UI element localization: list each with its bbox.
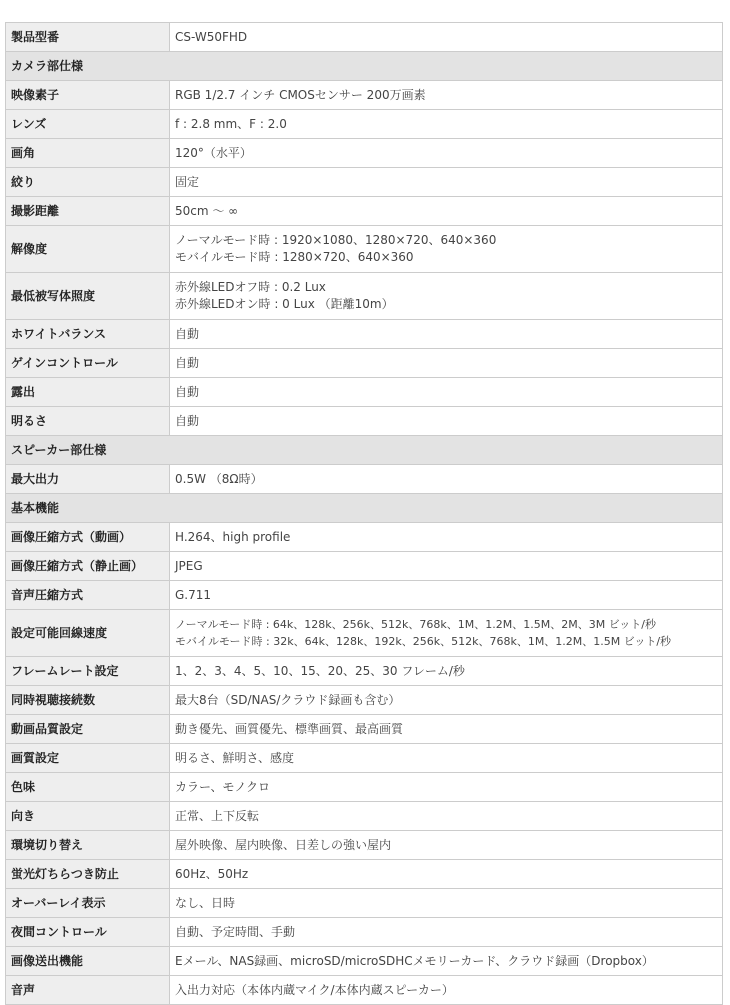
spec-value-line: モバイルモード時 : 32k、64k、128k、192k、256k、512k、768k、1M、1.2M、1.5M ビット/秒 [175,635,672,648]
spec-value: 50cm ～ ∞ [170,197,723,226]
spec-value: 最大8台（SD/NAS/クラウド録画も含む） [170,686,723,715]
spec-row-gain-control [6,349,723,378]
spec-label: オーバーレイ表示 [6,889,170,918]
spec-row-image-transmission [6,947,723,976]
spec-value: RGB 1/2.7 インチ CMOSセンサー 200万画素 [170,81,723,110]
spec-row-video-quality [6,715,723,744]
spec-value: f : 2.8 mm、F : 2.0 [170,110,723,139]
spec-row-model [6,23,723,52]
spec-row-frame-rate [6,657,723,686]
spec-table [5,22,723,1005]
spec-value [170,226,723,273]
spec-value: 自動 [170,349,723,378]
spec-label: 設定可能回線速度 [6,610,170,657]
spec-label: ゲインコントロール [6,349,170,378]
section-heading: カメラ部仕様 [6,52,723,81]
spec-row-audio-compression [6,581,723,610]
spec-row-brightness [6,407,723,436]
spec-label: 明るさ [6,407,170,436]
spec-value-line: ノーマルモード時 : 1920×1080、1280×720、640×360 [175,233,497,247]
spec-value: H.264、high profile [170,523,723,552]
spec-label: 最大出力 [6,465,170,494]
spec-row-resolution [6,226,723,273]
spec-row-image-quality [6,744,723,773]
spec-value: CS-W50FHD [170,23,723,52]
spec-row-orientation [6,802,723,831]
spec-label: 音声圧縮方式 [6,581,170,610]
spec-value: 自動 [170,407,723,436]
section-heading: 基本機能 [6,494,723,523]
spec-label: フレームレート設定 [6,657,170,686]
spec-row-angle [6,139,723,168]
spec-label: 環境切り替え [6,831,170,860]
spec-value-line: ノーマルモード時 : 64k、128k、256k、512k、768k、1M、1.2M、1.5M、2M、3M ビット/秒 [175,618,656,631]
spec-row-aperture [6,168,723,197]
spec-label: 映像素子 [6,81,170,110]
spec-row-lens [6,110,723,139]
spec-label: 撮影距離 [6,197,170,226]
spec-row-night-control [6,918,723,947]
spec-row-max-output [6,465,723,494]
spec-label: 画像送出機能 [6,947,170,976]
spec-row-image-sensor [6,81,723,110]
spec-row-exposure [6,378,723,407]
spec-value: カラー、モノクロ [170,773,723,802]
spec-row-color [6,773,723,802]
spec-label: 画角 [6,139,170,168]
spec-row-environment [6,831,723,860]
spec-row-flicker [6,860,723,889]
spec-label: 画像圧縮方式（静止画） [6,552,170,581]
spec-label: 音声 [6,976,170,1005]
spec-row-still-compression [6,552,723,581]
spec-value [170,610,723,657]
spec-row-min-illumination [6,273,723,320]
spec-value: JPEG [170,552,723,581]
spec-label: 色味 [6,773,170,802]
spec-label: レンズ [6,110,170,139]
spec-value: 固定 [170,168,723,197]
spec-value: Eメール、NAS録画、microSD/microSDHCメモリーカード、クラウド録画（Dropbox） [170,947,723,976]
spec-value: 自動 [170,378,723,407]
spec-label: 画質設定 [6,744,170,773]
spec-label: ホワイトバランス [6,320,170,349]
spec-label: 同時視聴接続数 [6,686,170,715]
spec-value: 1、2、3、4、5、10、15、20、25、30 フレーム/秒 [170,657,723,686]
spec-value: 入出力対応（本体内蔵マイク/本体内蔵スピーカー） [170,976,723,1005]
section-row-basic-functions [6,494,723,523]
spec-value-line: 赤外線LEDオン時 : 0 Lux （距離10m） [175,297,394,311]
spec-label: 夜間コントロール [6,918,170,947]
spec-row-video-compression [6,523,723,552]
section-heading: スピーカー部仕様 [6,436,723,465]
spec-value: 60Hz、50Hz [170,860,723,889]
spec-value: なし、日時 [170,889,723,918]
spec-value: G.711 [170,581,723,610]
spec-label: 向き [6,802,170,831]
spec-row-line-speed [6,610,723,657]
spec-row-overlay [6,889,723,918]
spec-value: 明るさ、鮮明さ、感度 [170,744,723,773]
spec-label: 製品型番 [6,23,170,52]
spec-value: 自動 [170,320,723,349]
spec-row-shooting-distance [6,197,723,226]
spec-value: 動き優先、画質優先、標準画質、最高画質 [170,715,723,744]
spec-value-line: モバイルモード時 : 1280×720、640×360 [175,250,414,264]
section-row-speaker [6,436,723,465]
spec-value: 正常、上下反転 [170,802,723,831]
spec-value [170,273,723,320]
spec-value: 自動、予定時間、手動 [170,918,723,947]
spec-row-audio [6,976,723,1005]
spec-label: 最低被写体照度 [6,273,170,320]
section-row-camera [6,52,723,81]
spec-row-white-balance [6,320,723,349]
spec-value: 0.5W （8Ω時） [170,465,723,494]
spec-label: 解像度 [6,226,170,273]
spec-label: 絞り [6,168,170,197]
spec-label: 画像圧縮方式（動画） [6,523,170,552]
spec-label: 露出 [6,378,170,407]
spec-row-simultaneous-viewers [6,686,723,715]
spec-value: 屋外映像、屋内映像、日差しの強い屋内 [170,831,723,860]
spec-value: 120°（水平） [170,139,723,168]
spec-label: 動画品質設定 [6,715,170,744]
spec-label: 蛍光灯ちらつき防止 [6,860,170,889]
spec-value-line: 赤外線LEDオフ時 : 0.2 Lux [175,280,326,294]
